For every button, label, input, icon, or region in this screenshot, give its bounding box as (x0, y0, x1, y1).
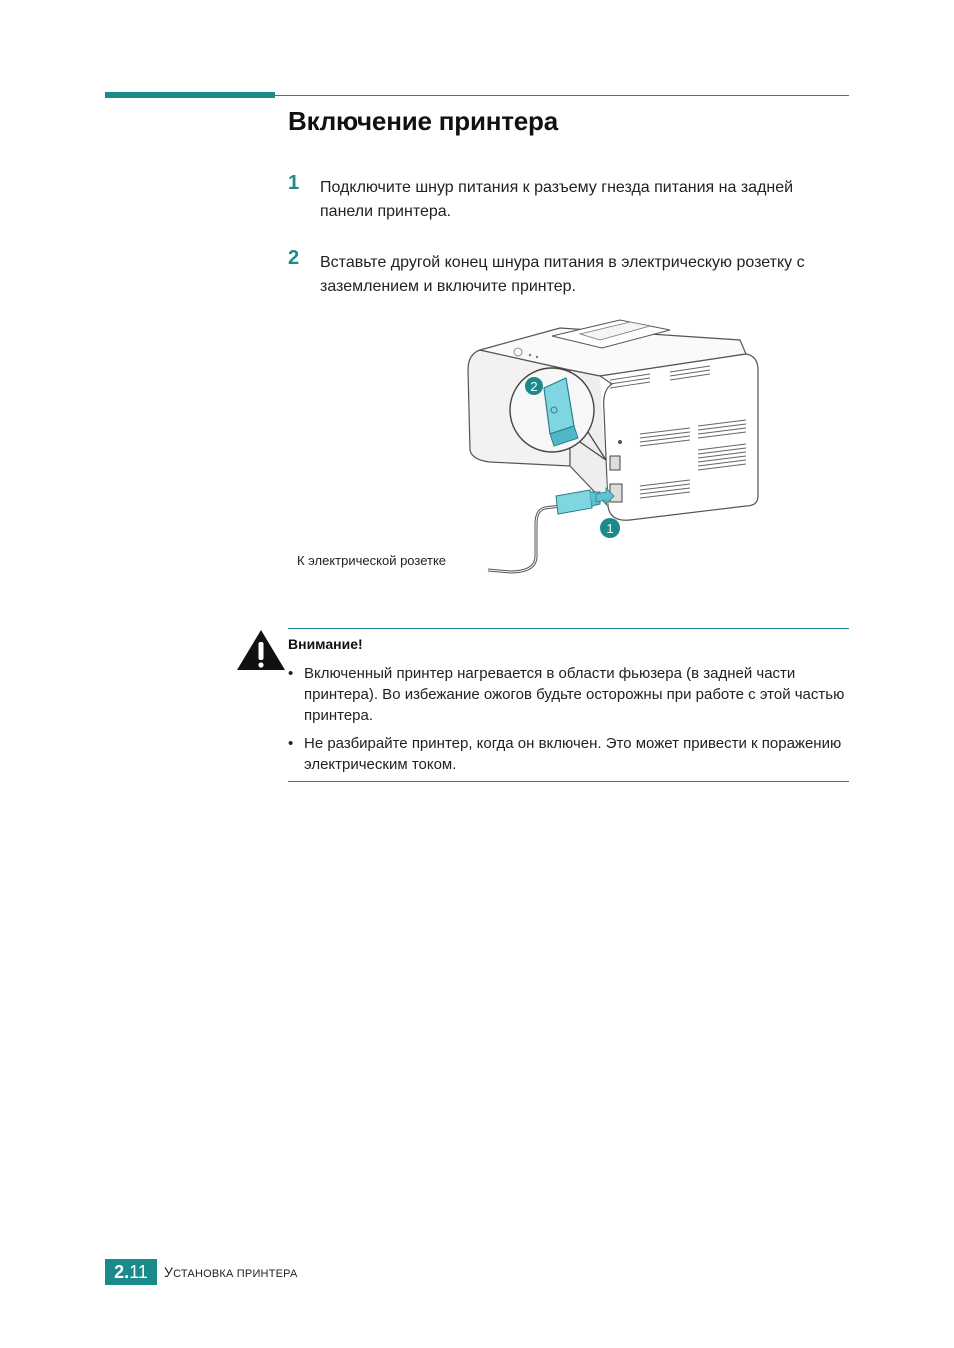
printer-illustration (440, 310, 760, 580)
bullet: • (288, 735, 294, 752)
callout-1-text: 1 (606, 521, 614, 536)
power-plug (556, 490, 592, 514)
header-accent-bar (105, 92, 275, 98)
step-number: 2 (288, 247, 300, 269)
callout-2-text: 2 (530, 379, 538, 394)
warning-rule-top (288, 628, 849, 629)
step-text: Подключите шнур питания к разъему гнезда питания на задней панели принтера. (320, 179, 794, 220)
power-cable (488, 506, 560, 572)
page-number-badge (105, 1259, 157, 1285)
bullet: • (288, 665, 294, 682)
warning-rule-bottom (288, 781, 849, 782)
chapter-number: 2. (114, 1262, 130, 1282)
warning-icon (236, 628, 286, 672)
warning-item-text: Не разбирайте принтер, когда он включен. Это может привести к поражению электрическим током. (304, 735, 842, 773)
section-title (164, 1264, 298, 1280)
section-initial: У (164, 1264, 174, 1280)
list-item (288, 733, 853, 775)
page-title: Включение принтера (288, 106, 558, 136)
page-number: 11 (129, 1262, 148, 1282)
list-item (288, 663, 853, 726)
figure-caption: К электрической розетке (297, 553, 447, 568)
step-number: 1 (288, 172, 300, 194)
warning-list (288, 663, 853, 782)
header-rule (275, 95, 849, 96)
warning-title: Внимание! (288, 636, 363, 652)
step-text: Вставьте другой конец шнура питания в электрическую розетку с заземлением и включите принтер. (320, 254, 805, 295)
section-rest: СТАНОВКА ПРИНТЕРА (173, 1268, 298, 1280)
warning-item-text: Включенный принтер нагревается в области фьюзера (в задней части принтера). Во избежание ожогов будьте осторожны при работе с этой частью принтера. (304, 665, 845, 724)
